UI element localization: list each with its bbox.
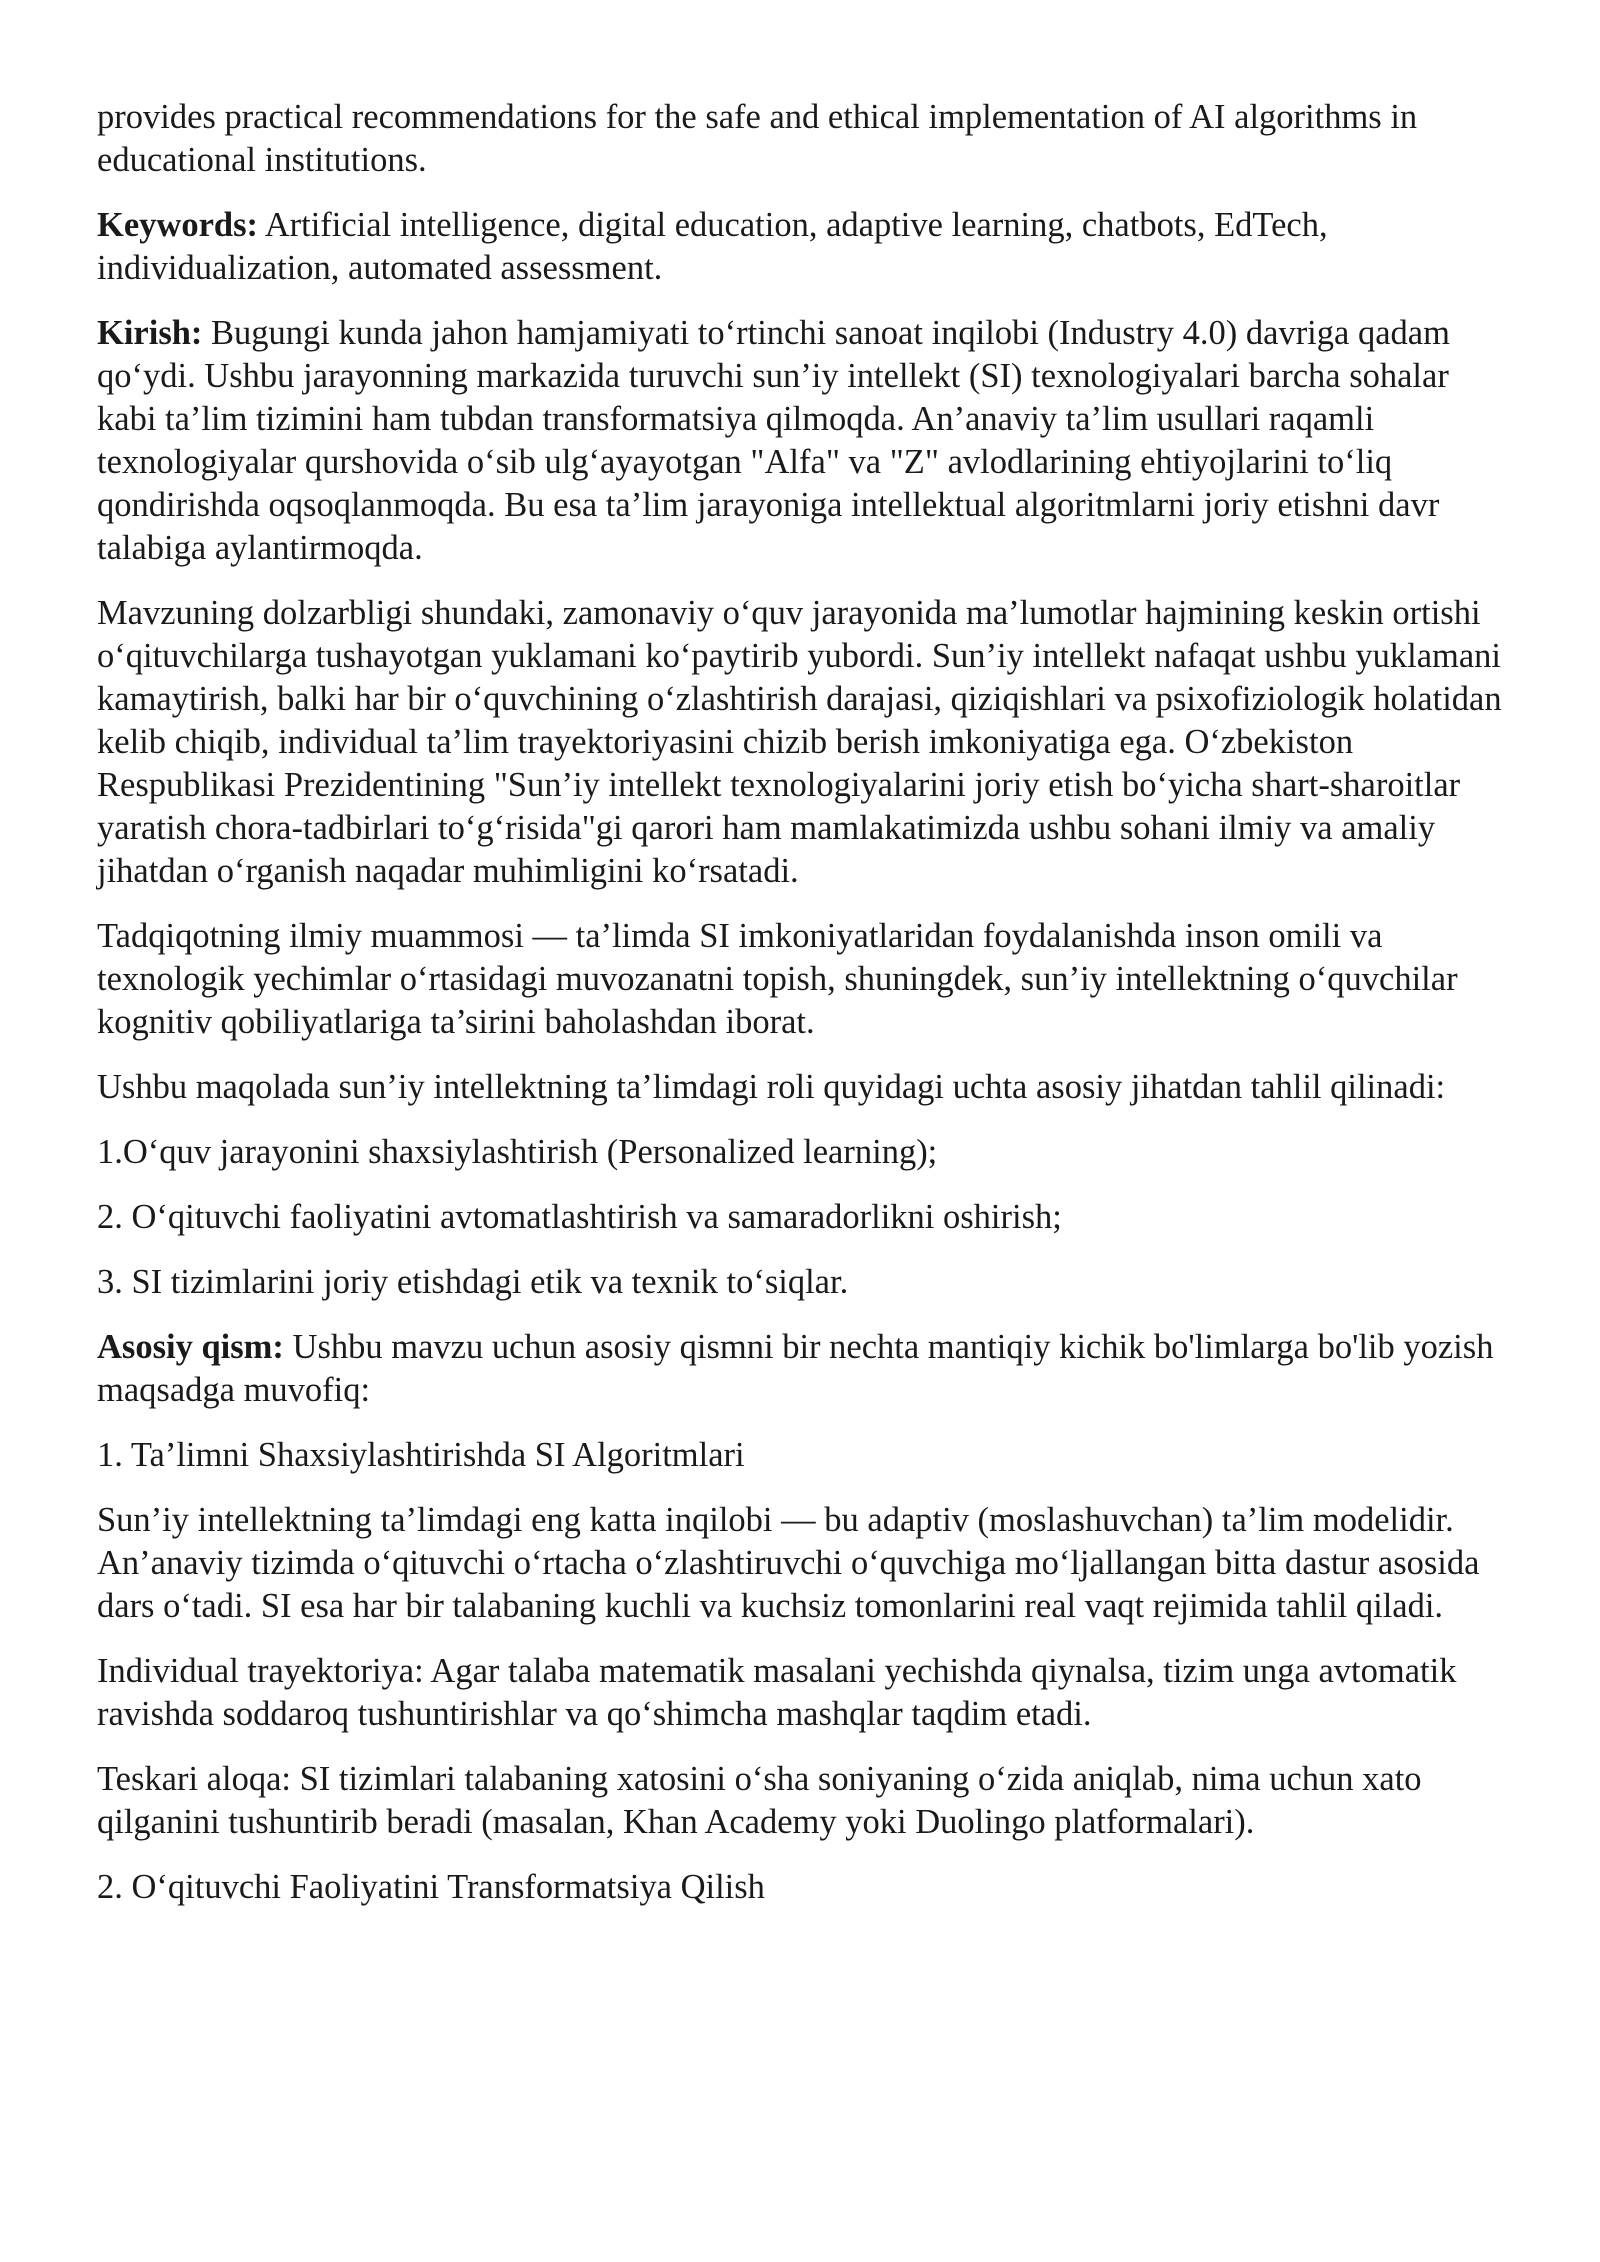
abstract-tail: provides practical recommendations for the safe and ethical implementation of AI algorithms in educational institutions. [97,98,1418,179]
keywords-paragraph [97,204,1507,290]
document-page [97,96,1507,1931]
keywords-label: Keywords: [97,206,258,244]
aspect-item-3: 3. SI tizimlarini joriy etishdagi etik va texnik to‘siqlar. [97,1263,849,1301]
asosiy-paragraph [97,1326,1507,1412]
section-1-paragraph-3: Teskari aloqa: SI tizimlari talabaning xatosini o‘sha soniyaning o‘zida aniqlab, nima uchun xato qilganini tushuntirib beradi (masalan, Khan Academy yoki Duolingo platformalari). [97,1760,1422,1841]
section-1-paragraph-2: Individual trayektoriya: Agar talaba matematik masalani yechishda qiynalsa, tizim unga avtomatik ravishda soddaroq tushuntirishlar va qo‘shimcha mashqlar taqdim etadi. [97,1652,1457,1733]
research-problem-paragraph: Tadqiqotning ilmiy muammosi — ta’limda SI imkoniyatlaridan foydalanishda inson omili va texnologik yechimlar o‘rtasidagi muvozanatni topish, shuningdek, sun’iy intellektning o‘quvchilar kognitiv qobiliyatlariga ta’sirini baholashdan iborat. [97,917,1458,1041]
aspect-item-2: 2. O‘qituvchi faoliyatini avtomatlashtirish va samaradorlikni oshirish; [97,1198,1062,1236]
keywords-text: Artificial intelligence, digital education, adaptive learning, chatbots, EdTech, individualization, automated assessment. [97,206,1328,287]
asosiy-text: Ushbu mavzu uchun asosiy qismni bir nechta mantiqiy kichik bo'limlarga bo'lib yozish maqsadga muvofiq: [97,1328,1494,1409]
kirish-label: Kirish: [97,314,203,352]
aspects-intro-paragraph: Ushbu maqolada sun’iy intellektning ta’limdagi roli quyidagi uchta asosiy jihatdan tahlil qilinadi: [97,1068,1446,1106]
relevance-paragraph: Mavzuning dolzarbligi shundaki, zamonaviy o‘quv jarayonida ma’lumotlar hajmining keskin ortishi o‘qituvchilarga tushayotgan yuklamani ko‘paytirib yubordi. Sun’iy intellekt nafaqat ushbu yuklamani kamaytirish, balki har bir o‘quvchining o‘zlashtirish darajasi, qiziqishlari va psixofiziologik holatidan kelib chiqib, individual ta’lim trayektoriyasini chizib berish imkoniyatiga ega. O‘zbekiston Respublikasi Prezidentining "Sun’iy intellekt texnologiyalarini joriy etish bo‘yicha shart-sharoitlar yaratish chora-tadbirlari to‘g‘risida"gi qarori ham mamlakatimizda ushbu sohani ilmiy va amaliy jihatdan o‘rganish naqadar muhimligini ko‘rsatadi. [97,594,1502,890]
kirish-text: Bugungi kunda jahon hamjamiyati to‘rtinchi sanoat inqilobi (Industry 4.0) davriga qadam qo‘ydi. Ushbu jarayonning markazida turuvchi sun’iy intellekt (SI) texnologiyalari barcha sohalar kabi ta’lim tizimini ham tubdan transformatsiya qilmoqda. An’anaviy ta’lim usullari raqamli texnologiyalar qurshovida o‘sib ulg‘ayayotgan "Alfa" va "Z" avlodlarining ehtiyojlarini to‘liq qondirishda oqsoqlanmoqda. Bu esa ta’lim jarayoniga intellektual algoritmlarni joriy etishni davr talabiga aylantirmoqda. [97,314,1450,567]
kirish-paragraph [97,312,1507,570]
asosiy-label: Asosiy qism: [97,1328,284,1366]
section-2-heading: 2. O‘qituvchi Faoliyatini Transformatsiya Qilish [97,1868,765,1906]
section-1-paragraph-1: Sun’iy intellektning ta’limdagi eng katta inqilobi — bu adaptiv (moslashuvchan) ta’lim modelidir. An’anaviy tizimda o‘qituvchi o‘rtacha o‘zlashtiruvchi o‘quvchiga mo‘ljallangan bitta dastur asosida dars o‘tadi. SI esa har bir talabaning kuchli va kuchsiz tomonlarini real vaqt rejimida tahlil qiladi. [97,1501,1480,1625]
aspect-item-1: 1.O‘quv jarayonini shaxsiylashtirish (Personalized learning); [97,1133,938,1171]
section-1-heading: 1. Ta’limni Shaxsiylashtirishda SI Algoritmlari [97,1436,745,1474]
